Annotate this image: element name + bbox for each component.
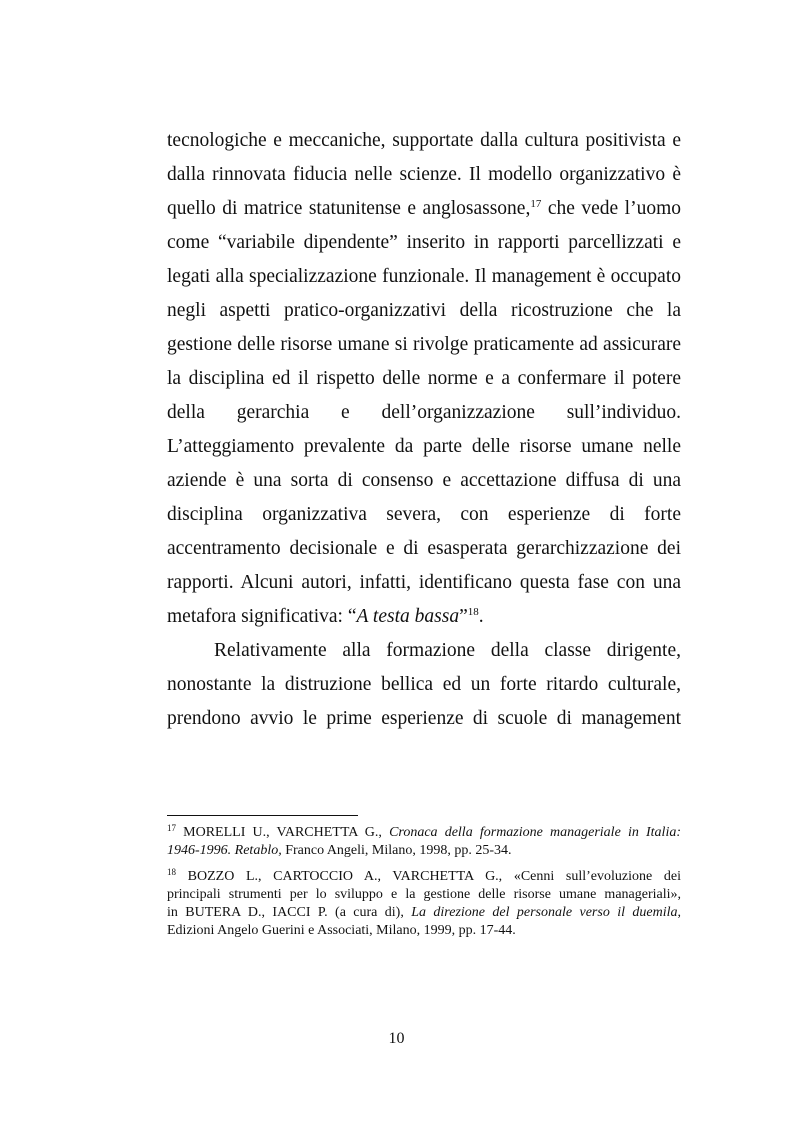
body-text: metafora significativa: “ (167, 606, 357, 627)
footnote-ref-18[interactable]: 18 (467, 606, 479, 618)
body-line: nonostante la distruzione bellica ed un forte ritardo culturale, (167, 674, 681, 695)
footnote-line (167, 904, 681, 922)
body-line: come “variabile dipendente” inserito in rapporti parcellizzati e (167, 232, 681, 253)
footnote-ref-17[interactable]: 17 (530, 198, 542, 210)
footnote-title: Cronaca della formazione manageriale in Italia: (389, 825, 681, 840)
body-line: rapporti. Alcuni autori, infatti, identificano questa fase con una (167, 572, 681, 593)
body-line: la disciplina ed il rispetto delle norme e a confermare il potere (167, 368, 681, 389)
footnote-line (167, 824, 681, 842)
footnote-text: Franco Angeli, Milano, 1998, pp. 25-34. (281, 843, 512, 858)
footnote-title: La direzione del personale verso il duemila (411, 905, 678, 920)
footnote-line: principali strumenti per lo sviluppo e la gestione delle risorse umane manageriali», (167, 887, 681, 902)
body-line: della gerarchia e dell’organizzazione sull’individuo. (167, 402, 681, 423)
footnote-18 (167, 868, 681, 940)
body-line: L’atteggiamento prevalente da parte delle risorse umane nelle (167, 436, 681, 457)
body-line (167, 600, 681, 634)
body-line (167, 192, 681, 226)
body-line: tecnologiche e meccaniche, supportate dalla cultura positivista e (167, 130, 681, 151)
footnote-text: , (677, 905, 681, 920)
body-line: gestione delle risorse umane si rivolge praticamente ad assicurare (167, 334, 681, 355)
page-number: 10 (388, 1030, 405, 1047)
footnote-text: in BUTERA D., IACCI P. (a cura di), (167, 905, 412, 920)
body-text: quello di matrice statunitense e anglosassone, (167, 198, 531, 219)
body-line: prendono avvio le prime esperienze di scuole di management (167, 708, 681, 729)
footnote-separator (167, 815, 358, 816)
footnote-number: 18 (167, 867, 176, 877)
footnote-number: 17 (167, 823, 176, 833)
body-line: dalla rinnovata fiducia nelle scienze. Il modello organizzativo è (167, 164, 681, 185)
footnote-text: MORELLI U., VARCHETTA G., (176, 825, 390, 840)
body-line: accentramento decisionale e di esasperata gerarchizzazione dei (167, 538, 681, 559)
body-line: negli aspetti pratico-organizzativi della ricostruzione che la (167, 300, 681, 321)
footnote-line: Edizioni Angelo Guerini e Associati, Milano, 1999, pp. 17-44. (167, 923, 516, 938)
footnote-title: 1946-1996. Retablo, (167, 843, 282, 858)
body-text: ” (459, 606, 468, 627)
quoted-metaphor: A testa bassa (356, 606, 460, 627)
footnote-17 (167, 824, 681, 860)
body-text: che vede l’uomo (541, 198, 681, 219)
footnote-text: BOZZO L., CARTOCCIO A., VARCHETTA G., «Cenni sull’evoluzione dei (176, 869, 681, 884)
body-text: . (478, 606, 484, 627)
body-line: legati alla specializzazione funzionale. Il management è occupato (167, 266, 681, 287)
footnote-line (167, 868, 681, 886)
body-line: Relativamente alla formazione della classe dirigente, (214, 640, 681, 661)
body-line: disciplina organizzativa severa, con esperienze di forte (167, 504, 681, 525)
footnote-line (167, 842, 681, 860)
body-line: aziende è una sorta di consenso e accettazione diffusa di una (167, 470, 681, 491)
